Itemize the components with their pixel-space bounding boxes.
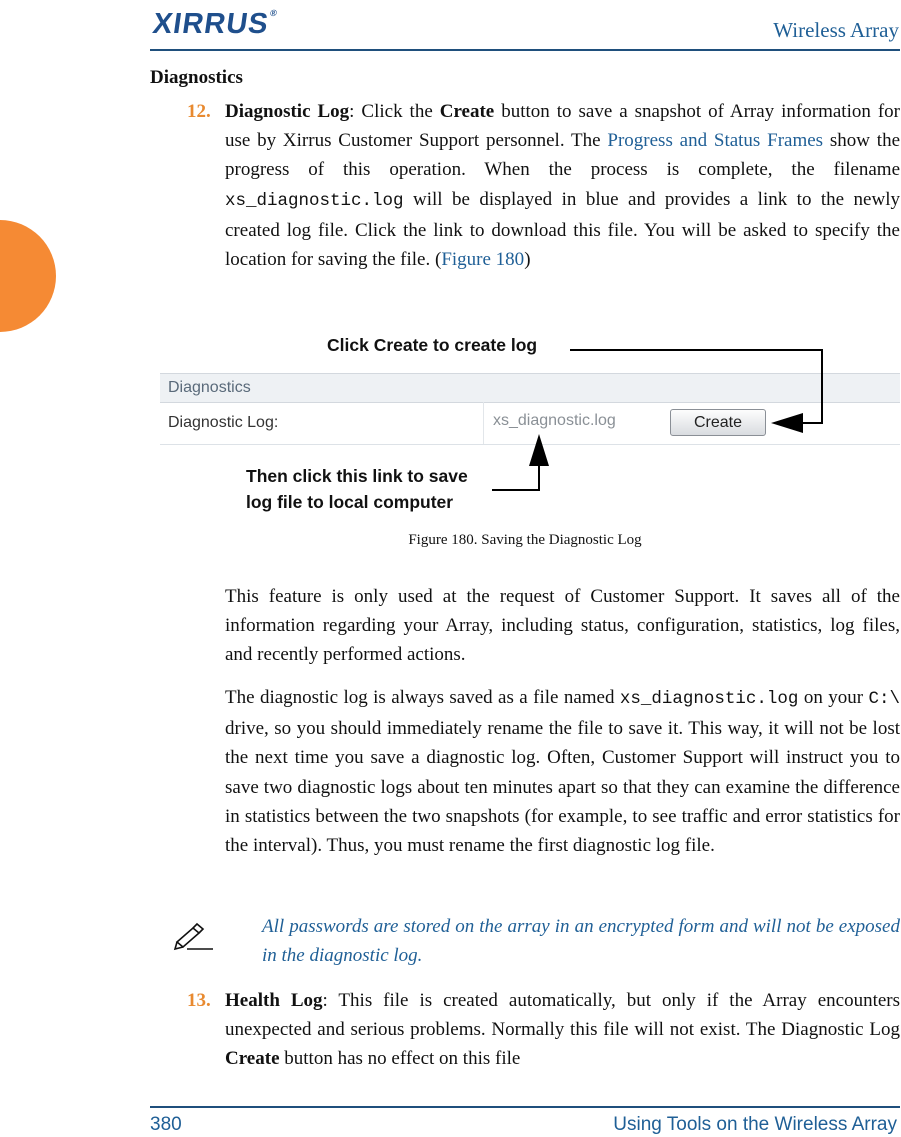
create-arrow-head bbox=[771, 413, 803, 433]
create-callout-line bbox=[570, 350, 822, 423]
section-title: Diagnostics bbox=[150, 67, 243, 88]
filename-code: xs_diagnostic.log bbox=[619, 689, 799, 709]
diagnostic-log-file-link[interactable]: xs_diagnostic.log bbox=[493, 412, 616, 429]
item-12-paragraph: 12. Diagnostic Log: Click the Create button to save a snapshot of Array information for use by Xirrus Customer Support personnel. The Progress and Status Frames show the progress of this operation. When the process is complete, the filename xs_diagnostic.log will be displayed in blue and provides a link to the newly created log file. Click the link to download this file. You will be asked to specify the location for saving the file. (Figure 180) bbox=[225, 97, 900, 274]
progress-status-link[interactable]: Progress and Status Frames bbox=[607, 130, 824, 152]
callout-arrows bbox=[0, 0, 901, 560]
figure-180-link[interactable]: Figure 180 bbox=[441, 249, 525, 271]
diagnostics-panel-header: Diagnostics bbox=[160, 373, 900, 403]
callout-create: Click Create to create log bbox=[327, 335, 538, 355]
header-title: Wireless Array bbox=[773, 18, 899, 42]
link-callout-line bbox=[492, 465, 539, 490]
item-term: Health Log bbox=[225, 990, 323, 1011]
filename-code: xs_diagnostic.log bbox=[225, 190, 404, 211]
paragraph-diagnostic-log: The diagnostic log is always saved as a file named xs_diagnostic.log on your C:\ drive, so you should immediately rename the file to save it. This way, it will not be lost the next time you save a diagnostic log. Often, Customer Support will instruct you to save two diagnostic logs about ten minutes apart so that they can examine the difference in statistics between the two snapshots (for example, to see traffic and error statistics for the interval). Thus, you must rename the first diagnostic log file. bbox=[225, 687, 900, 857]
footer-title: Using Tools on the Wireless Array bbox=[613, 1114, 897, 1135]
create-keyword: Create bbox=[225, 1048, 280, 1070]
item-number: 12. bbox=[187, 101, 211, 122]
item-term: Diagnostic Log bbox=[225, 101, 350, 122]
page-number: 380 bbox=[150, 1114, 182, 1135]
pen-note-icon bbox=[173, 920, 217, 952]
diagnostic-log-label: Diagnostic Log: bbox=[168, 414, 279, 431]
callout-link: Then click this link to save log file to local computer bbox=[246, 466, 468, 512]
paragraph-feature: This feature is only used at the request of Customer Support. It saves all of the information regarding your Array, including status, configuration, statistics, log files, and recently performed actions. bbox=[225, 586, 900, 666]
xirrus-logo: XIRRUS® bbox=[150, 8, 279, 40]
link-arrow-head bbox=[529, 434, 549, 466]
note-text: All passwords are stored on the array in an encrypted form and will not be exposed in the diagnostic log. bbox=[262, 916, 900, 966]
item-13-paragraph: 13. Health Log: This file is created automatically, but only if the Array encounters unexpected and serious problems. Normally this file will not exist. The Diagnostic Log Create button has no effect on this file bbox=[225, 986, 900, 1074]
footer-rule bbox=[150, 1106, 900, 1108]
create-button[interactable]: Create bbox=[670, 409, 766, 436]
drive-code: C:\ bbox=[868, 689, 900, 709]
item-number: 13. bbox=[187, 990, 211, 1011]
create-keyword: Create bbox=[439, 101, 495, 122]
figure-caption: Figure 180. Saving the Diagnostic Log bbox=[408, 532, 642, 548]
